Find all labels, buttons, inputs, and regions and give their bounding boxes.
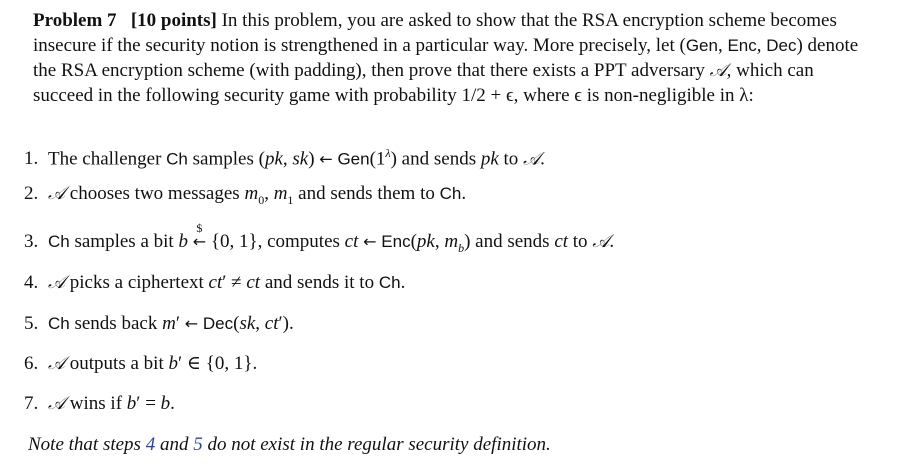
step-4-link[interactable]: 4 <box>145 434 156 455</box>
footnote: Note that steps 4 and 5 do not exist in the regular security definition. <box>28 434 551 455</box>
step-6: 6. 𝒜 outputs a bit b′ ∈ {0, 1}. <box>24 353 258 374</box>
problem-container <box>33 8 873 108</box>
step-5-link[interactable]: 5 <box>193 434 203 455</box>
step-5: 5. Ch sends back m′ ← Dec(sk, ct′). <box>24 313 294 334</box>
step-3: 3. Ch samples a bit b $ ← {0, 1}, computes ct ← Enc(pk, $m_b$) and sends ct to 𝒜. <box>24 221 615 255</box>
step-7: 7. 𝒜 wins if b′ = b. <box>24 393 175 414</box>
problem-statement: Problem 7 [10 points] In this problem, you are asked to show that the RSA encryption scheme becomes insecure if the security notion is strengthened in a particular way. More precisely, let (Gen, Enc, Dec) denote the RSA encryption scheme (with padding), then prove that there exists a PPT adversary 𝒜, which can succeed in the following security game with probability 1/2 + ϵ, where ϵ is non-negligible in λ: <box>33 10 859 106</box>
problem-heading: Problem 7 <box>33 10 117 31</box>
step-4: 4. 𝒜 picks a ciphertext ct′ ≠ ct and sends it to Ch. <box>24 272 406 293</box>
step-1: 1. The challenger Ch samples (pk, sk) ← $Gen(1^\lambda)$ and sends pk to 𝒜. <box>24 146 545 170</box>
step-2: 2. 𝒜 chooses two messages $m_0$, $m_1$ and sends them to Ch. <box>24 183 467 207</box>
problem-points: [10 points] <box>130 10 217 31</box>
